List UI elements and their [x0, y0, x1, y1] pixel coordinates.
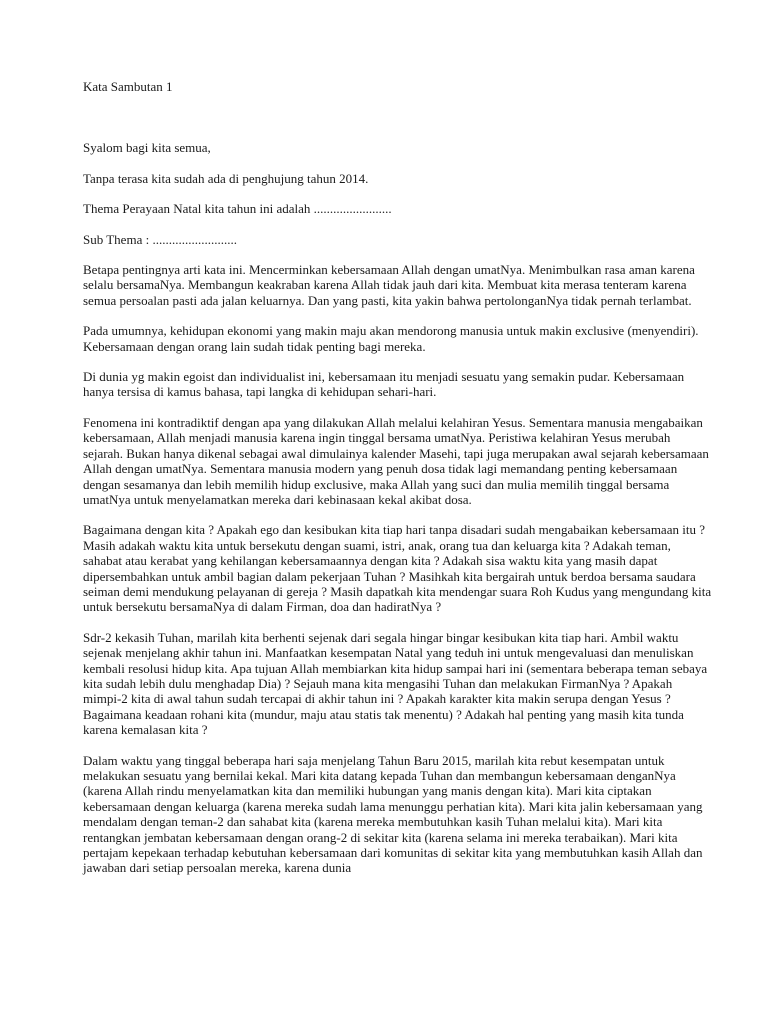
body-paragraph: Di dunia yg makin egoist dan individualist ini, kebersamaan itu menjadi sesuatu yang semakin pudar. Kebersamaan hanya tersisa di kamus bahasa, tapi langka di kehidupan sehari-hari. [83, 369, 685, 400]
body-paragraph: Dalam waktu yang tinggal beberapa hari saja menjelang Tahun Baru 2015, marilah kita rebut kesempatan untuk melakukan sesuatu yang bernilai kekal. Mari kita datang kepada Tuhan dan membangun kebersamaan denganNya (karena Allah rindu menyelamatkan kita dan memiliki hubungan yang manis dengan kita). Mari kita ciptakan kebersamaan dengan keluarga (karena mereka sudah lama menunggu perhatian kita). Mari kita jalin kebersamaan yang mendalam dengan teman-2 dan sahabat kita (karena mereka membutuhkan kasih Tuhan melalui kita). Mari kita rentangkan jembatan kebersamaan dengan orang-2 di sekitar kita (karena selama ini mereka terabaikan). Mari kita pertajam kepekaan terhadap kebutuhan kebersamaan dari komunitas di sekitar kita yang membutuhkan kasih Allah dan jawaban dari setiap persoalan mereka, karena dunia [83, 752, 703, 876]
body-paragraph: Sdr-2 kekasih Tuhan, marilah kita berhenti sejenak dari segala hingar bingar kesibukan kita tiap hari. Ambil waktu sejenak menjelang akhir tahun ini. Manfaatkan kesempatan Natal yang teduh ini untuk mengevaluasi dan menuliskan kembali resolusi hidup kita. Apa tujuan Allah membiarkan kita hidup sampai hari ini (sementara beberapa teman sebaya kita sudah lebih dulu menghadap Dia) ? Sejauh mana kita mengasihi Tuhan dan melakukan FirmanNya ? Apakah mimpi-2 kita di awal tahun sudah tercapai di akhir tahun ini ? Apakah karakter kita makin serupa dengan Yesus ? Bagaimana keadaan rohani kita (mundur, maju atau statis tak menentu) ? Adakah hal penting yang masih kita tunda karena kemalasan kita ? [83, 629, 708, 738]
body-paragraph: Bagaimana dengan kita ? Apakah ego dan kesibukan kita tiap hari tanpa disadari sudah mengabaikan kebersamaan itu ? Masih adakah waktu kita untuk bersekutu dengan suami, istri, anak, orang tua dan keluarga kita ? Adakah teman, sahabat atau kerabat yang kehilangan kebersamaannya dengan kita ? Adakah sisa waktu kita yang masih dapat dipersembahkan untuk ambil bagian dalam pekerjaan Tuhan ? Masihkah kita bergairah untuk berdoa bersama saudara seiman demi mendukung pelayanan di gereja ? Masih dapatkah kita mendengar suara Roh Kudus yang mengundang kita untuk bersekutu bersamaNya di dalam Firman, doa dan hadiratNya ? [83, 522, 712, 615]
body-paragraph: Betapa pentingnya arti kata ini. Mencerminkan kebersamaan Allah dengan umatNya. Menimbulkan rasa aman karena selalu bersamaNya. Membangun keakraban karena Allah tidak jauh dari kita. Membuat kita merasa tenteram karena semua persoalan pasti ada jalan keluarnya. Dan yang pasti, kita yakin bahwa pertolonganNya tidak pernah terlambat. [83, 262, 695, 308]
sub-theme-paragraph: Sub Thema : .......................... [83, 231, 237, 247]
body-paragraph: Fenomena ini kontradiktif dengan apa yang dilakukan Allah melalui kelahiran Yesus. Sementara manusia mengabaikan kebersamaan, Allah menjadi manusia karena ingin tinggal bersama umatNya. Peristiwa kelahiran Yesus merubah sejarah. Bukan hanya dikenal sebagai awal dimulainya kalender Masehi, tapi juga merupakan awal sejarah kebersamaan Allah dengan umatNya. Sementara manusia modern yang penuh dosa tidak lagi memandang penting kebersamaan dengan sesamanya dan lebih memilih hidup exclusive, maka Allah yang suci dan mulia memilih tinggal bersama umatNya untuk menyelamatkan mereka dari kebinasaan kekal akibat dosa. [83, 414, 709, 507]
theme-paragraph: Thema Perayaan Natal kita tahun ini adalah ........................ [83, 201, 392, 217]
greeting-paragraph: Syalom bagi kita semua, [83, 140, 211, 156]
year-end-paragraph: Tanpa terasa kita sudah ada di penghujung tahun 2014. [83, 170, 369, 186]
document-title: Kata Sambutan 1 [83, 79, 173, 94]
document-body [83, 79, 713, 891]
body-paragraph: Pada umumnya, kehidupan ekonomi yang makin maju akan mendorong manusia untuk makin exclusive (menyendiri). Kebersamaan dengan orang lain sudah tidak penting bagi mereka. [83, 323, 699, 354]
